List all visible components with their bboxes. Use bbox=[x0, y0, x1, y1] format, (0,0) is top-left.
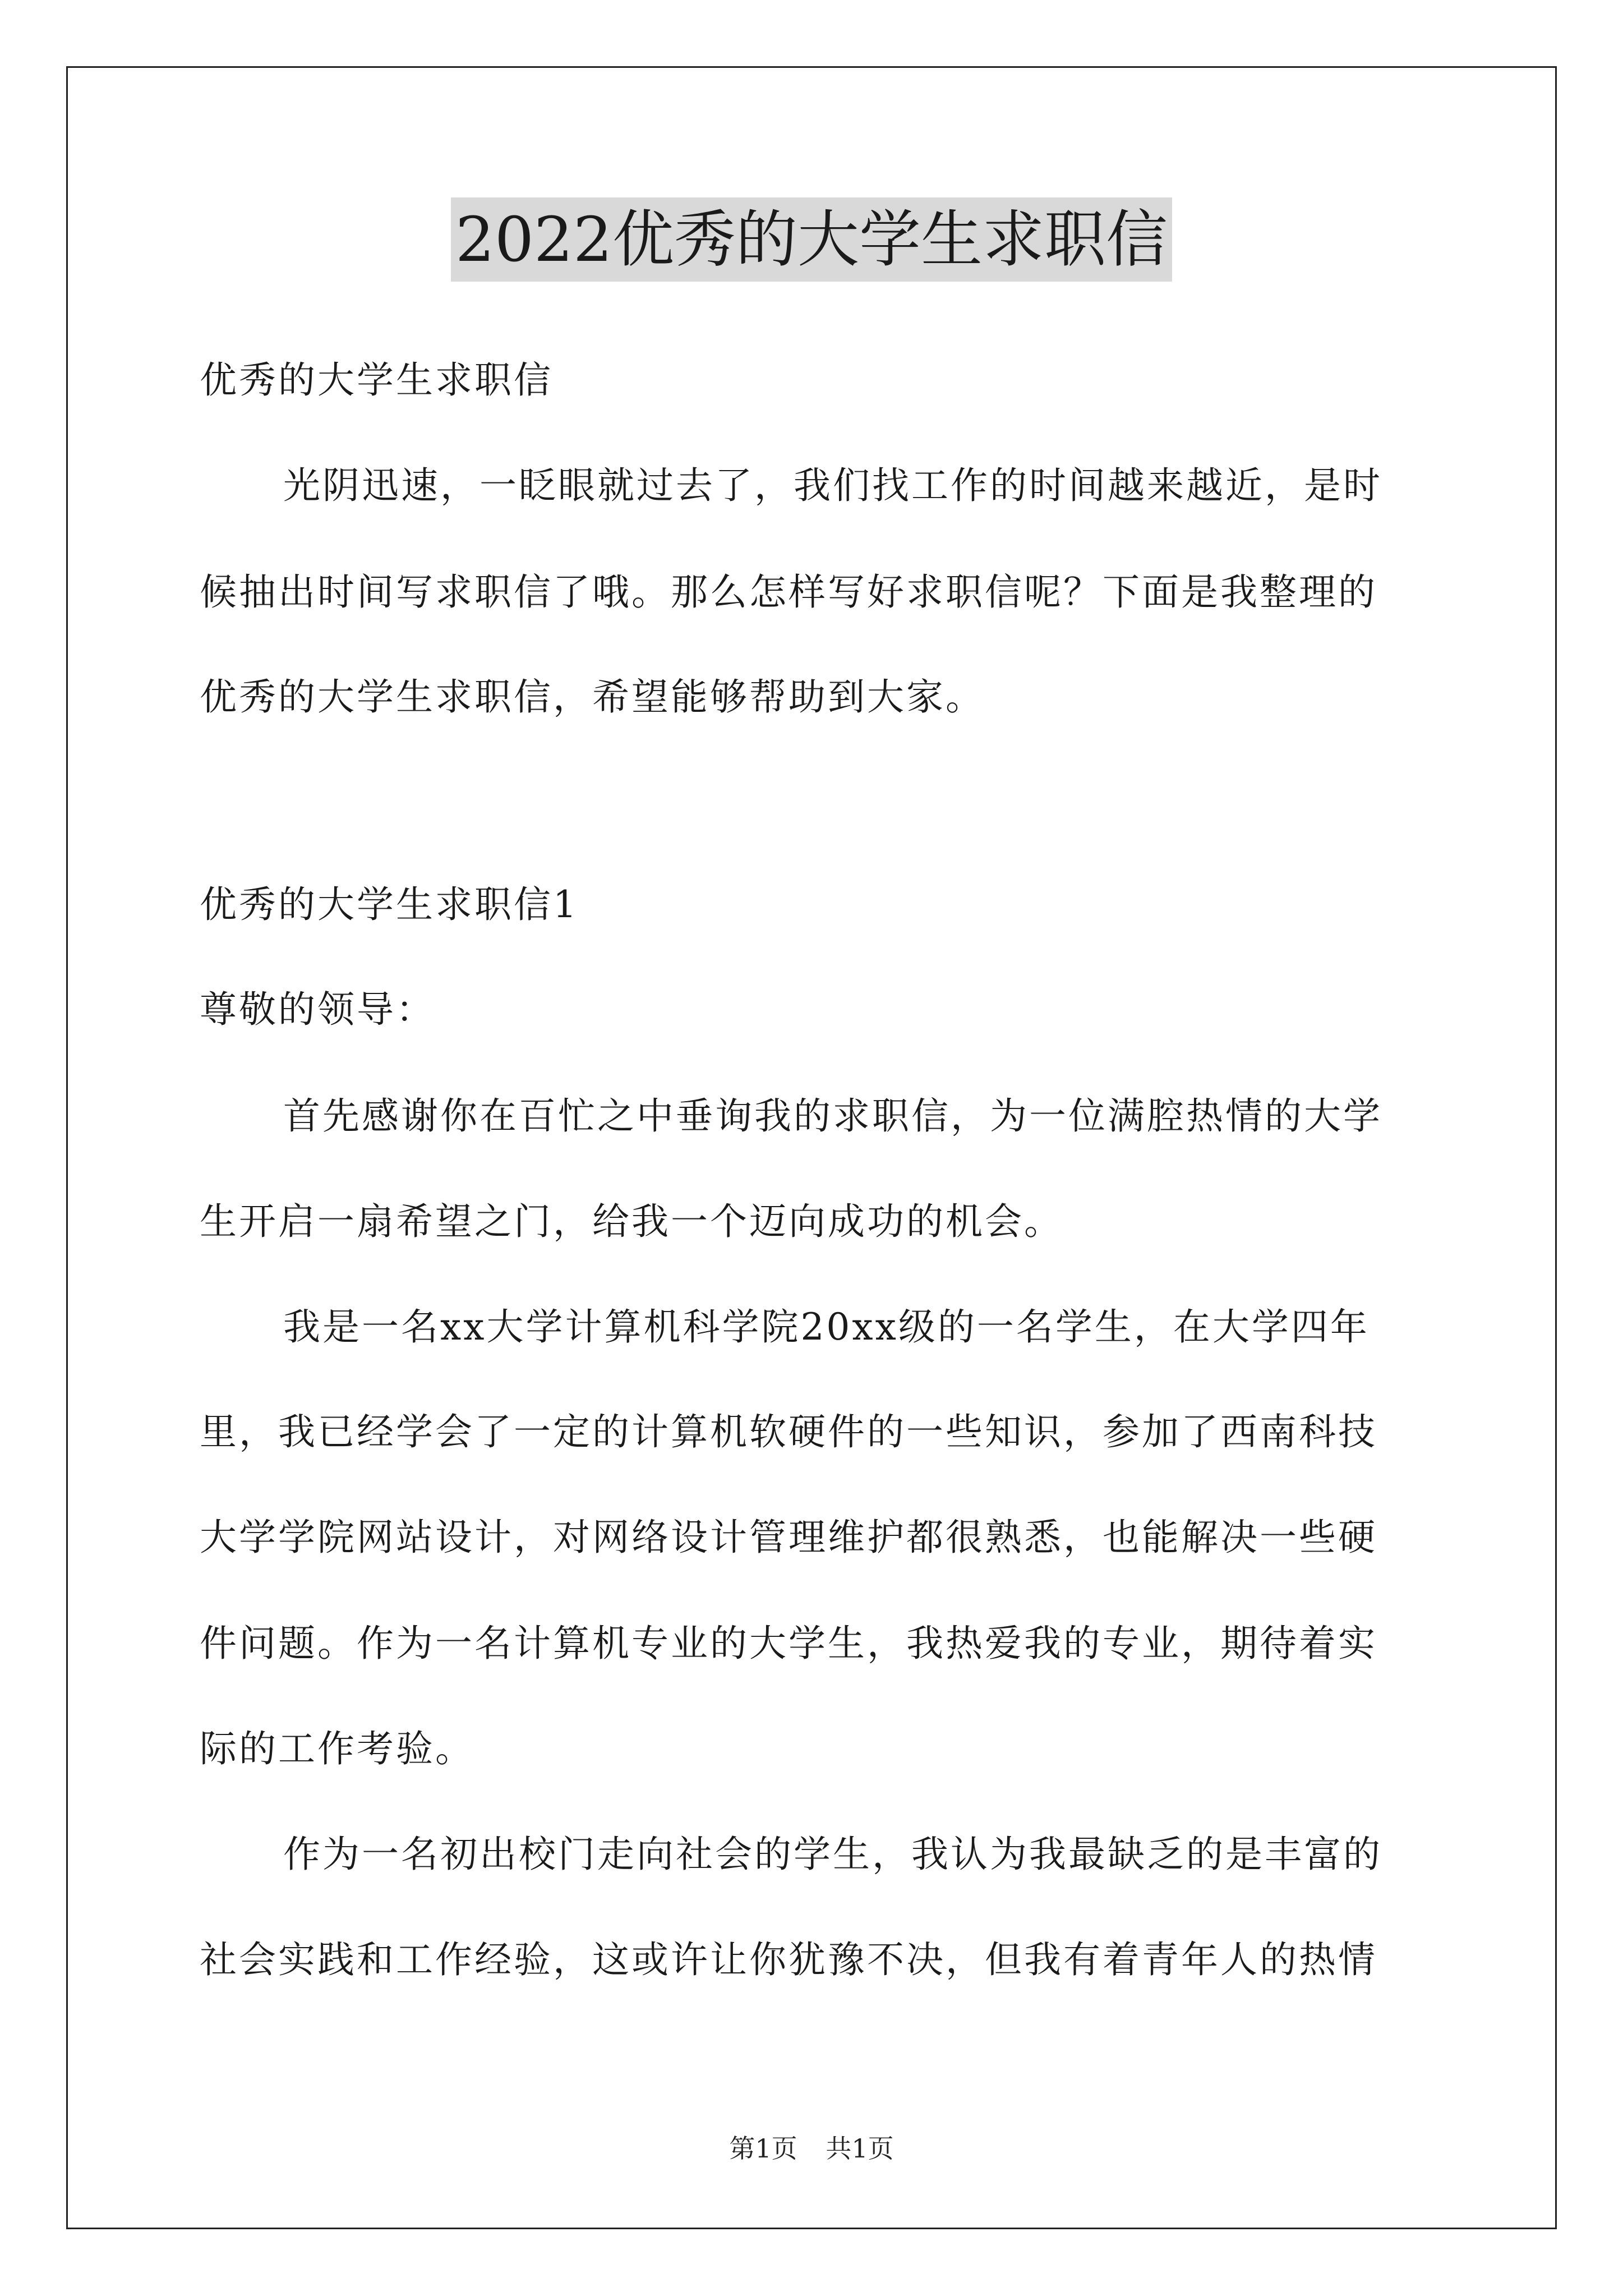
paragraph-line: 光阴迅速，一眨眼就过去了，我们找工作的时间越来越近，是时 bbox=[283, 464, 1382, 507]
document-title: 2022优秀的大学生求职信 bbox=[451, 197, 1172, 282]
paragraph-line: 候抽出时间写求职信了哦。那么怎样写好求职信呢？下面是我整理的 bbox=[200, 570, 1377, 614]
paragraph-line: 际的工作考验。 bbox=[200, 1727, 474, 1770]
page-footer bbox=[0, 2132, 1623, 2165]
paragraph-line: 件问题。作为一名计算机专业的大学生，我热爱我的专业，期待着实 bbox=[200, 1622, 1377, 1665]
title-container bbox=[0, 197, 1623, 282]
paragraph-line: 优秀的大学生求职信，希望能够帮助到大家。 bbox=[200, 675, 985, 719]
paragraph-line: 里，我已经学会了一定的计算机软硬件的一些知识，参加了西南科技 bbox=[200, 1410, 1377, 1453]
salutation-line: 尊敬的领导： bbox=[200, 988, 435, 1031]
subtitle-line: 优秀的大学生求职信 bbox=[200, 358, 553, 402]
page-number-current: 第1页 bbox=[729, 2133, 797, 2164]
paragraph-line: 生开启一扇希望之门，给我一个迈向成功的机会。 bbox=[200, 1200, 1063, 1243]
paragraph-line: 作为一名初出校门走向社会的学生，我认为我最缺乏的是丰富的 bbox=[283, 1833, 1382, 1876]
paragraph-line: 大学学院网站设计，对网络设计管理维护都很熟悉，也能解决一些硬 bbox=[200, 1516, 1377, 1559]
paragraph-line: 首先感谢你在百忙之中垂询我的求职信，为一位满腔热情的大学 bbox=[283, 1094, 1382, 1138]
section-heading: 优秀的大学生求职信1 bbox=[200, 883, 579, 926]
page-number-total: 共1页 bbox=[826, 2133, 894, 2164]
paragraph-line: 社会实践和工作经验，这或许让你犹豫不决，但我有着青年人的热情 bbox=[200, 1938, 1377, 1981]
paragraph-line: 我是一名xx大学计算机科学院20xx级的一名学生，在大学四年 bbox=[283, 1305, 1370, 1349]
